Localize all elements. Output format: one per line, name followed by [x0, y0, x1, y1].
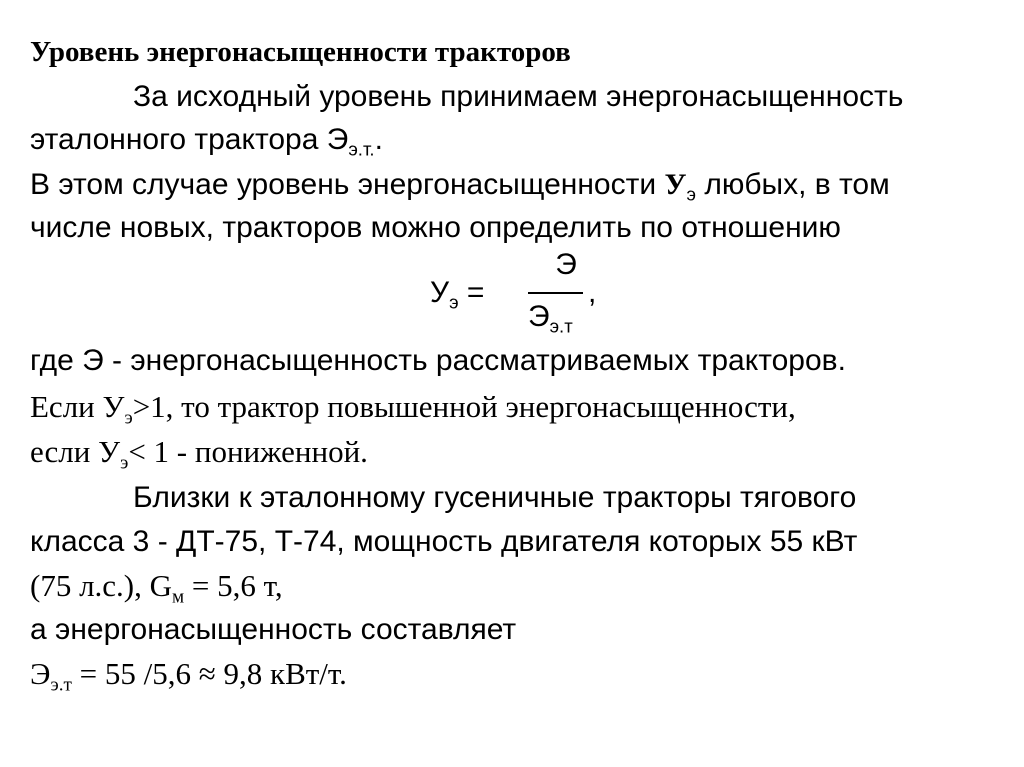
para2-line1: В этом случае уровень энергонасыщенности $У_э$ любых, в том — [30, 168, 890, 205]
para3-line1: где Э - энергонасыщенность рассматриваемых тракторов. — [30, 344, 846, 377]
para3-line2: Если $У_э>1$, то трактор повышенной энергонасыщенности, — [30, 389, 796, 429]
formula-numerator: Э — [555, 248, 577, 281]
ratio-formula — [430, 248, 630, 343]
formula-denominator: $Э_{э.т}$ — [528, 300, 573, 337]
para4-line3: (75 л.с.), $G_м = 5,6$ т, — [30, 568, 283, 608]
para4-line5: $Э_{э.т} = 55$ /5,6 ≈ 9,8 кВт/т. — [30, 656, 347, 696]
para1-line2: эталонного трактора $Э_{э.т.}$. — [30, 123, 383, 160]
para4-line1: Близки к эталонному гусеничные тракторы тягового — [133, 481, 857, 514]
fraction-bar — [528, 292, 583, 294]
para3-line3: если $У_э< 1$ - пониженной. — [30, 434, 368, 474]
formula-comma: , — [588, 276, 597, 309]
para1-line1: За исходный уровень принимаем энергонасыщенность — [133, 80, 904, 113]
para2-line2: числе новых, тракторов можно определить по отношению — [30, 211, 841, 244]
slide-title: Уровень энергонасыщенности тракторов — [30, 36, 571, 68]
para4-line2: класса 3 - ДТ-75, Т-74, мощность двигателя которых 55 кВт — [30, 525, 858, 558]
para4-line4: а энергонасыщенность составляет — [30, 613, 517, 646]
formula-lhs: $У_э$ = — [430, 276, 485, 313]
